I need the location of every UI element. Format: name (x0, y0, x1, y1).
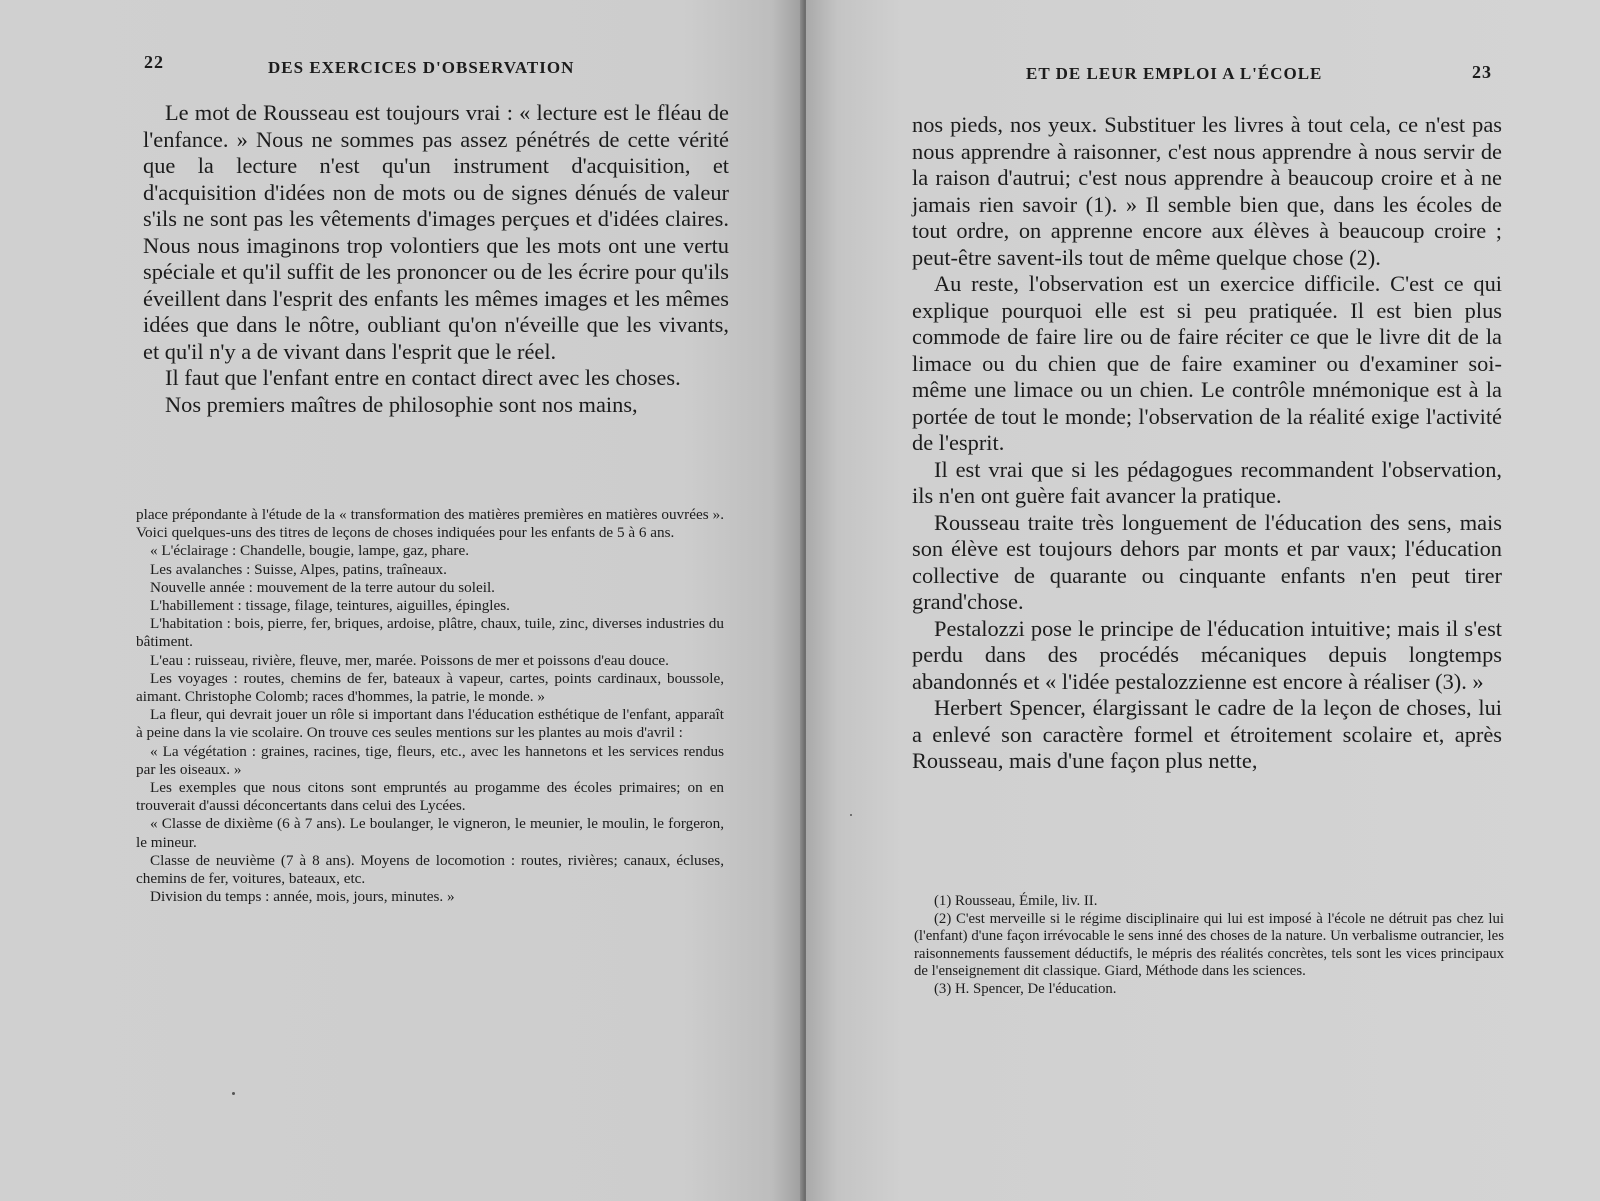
right-footnotes (914, 893, 1504, 999)
paragraph: Herbert Spencer, élargissant le cadre de la leçon de choses, lui a enlevé son caractère formel et étroitement scolaire et, après Rousseau, mais d'une façon plus nette, (912, 695, 1502, 773)
left-running-head: DES EXERCICES D'OBSERVATION (268, 58, 575, 77)
footnote: (2) C'est merveille si le régime disciplinaire qui lui est imposé à l'école ne détruit pas chez lui (l'enfant) d'une façon irrévocable le sens inné des choses de la nature. Un verbalisme outrancier, les raisonnements faussement déductifs, le mépris des réalités concrètes, tels sont les vices principaux de l'enseignement dit classique. Giard, Méthode dans les sciences. (914, 910, 1504, 980)
note-line: Division du temps : année, mois, jours, minutes. » (150, 888, 455, 906)
paragraph: Il est vrai que si les pédagogues recommandent l'observation, ils n'en ont guère fait avancer la pratique. (912, 456, 1502, 508)
right-body (912, 112, 1502, 775)
note-line: place prépondante à l'étude de la « transformation des matières premières en matières ouvrées ». Voici quelques-uns des titres de leçons de choses indiquées pour les enfants de 5 à 6 ans. (136, 506, 724, 542)
paragraph: Nos premiers maîtres de philosophie sont nos mains, (165, 391, 638, 417)
paragraph: Rousseau traite très longuement de l'éducation des sens, mais son élève est toujours dehors par monts et par vaux; l'éducation collective de quarante ou cinquante enfants n'en peut tirer grand'chose. (912, 509, 1502, 614)
paragraph: Le mot de Rousseau est toujours vrai : « lecture est le fléau de l'enfance. » Nous ne sommes pas assez pénétrés de cette vérité que la lecture n'est qu'un instrument d'acquisition, et d'acquisition d'idées non de mots ou de signes dénués de valeur s'ils ne sont pas les vêtements d'images perçues et d'idées claires. Nous nous imaginons trop volontiers que les mots ont une vertu spéciale et qu'il suffit de les prononcer ou de les écrire pour qu'ils éveillent dans l'esprit des enfants les mêmes images et les mêmes idées que dans le nôtre, oubliant qu'on n'éveille que les vivants, et qu'il n'y a de vivant dans l'esprit que le réel. (143, 100, 729, 364)
left-body (143, 100, 729, 418)
left-page-number: 22 (144, 52, 164, 72)
note-line: L'eau : ruisseau, rivière, fleuve, mer, marée. Poissons de mer et poissons d'eau douce. (150, 651, 669, 669)
note-line: Les exemples que nous citons sont empruntés au progamme des écoles primaires; on en trouverait d'aussi déconcertants dans celui des Lycées. (136, 779, 724, 815)
note-line: L'habillement : tissage, filage, teintures, aiguilles, épingles. (150, 597, 510, 615)
paragraph: Au reste, l'observation est un exercice difficile. C'est ce qui explique pourquoi elle est si peu pratiquée. Il est bien plus commode de faire lire ou de faire réciter ce que le livre dit de la limace ou du chien que de faire examiner ou d'examiner soi-même une limace ou un chien. Le contrôle mnémonique est à la portée de tout le monde; l'observation de la réalité exige l'activité de l'esprit. (912, 271, 1502, 455)
note-line: Les avalanches : Suisse, Alpes, patins, traîneaux. (150, 560, 447, 578)
paragraph: nos pieds, nos yeux. Substituer les livres à tout cela, ce n'est pas nous apprendre à raisonner, c'est nous apprendre à nous servir de la raison d'autrui; c'est nous apprendre à beaucoup croire et à ne jamais rien savoir (1). » Il semble bien que, dans les écoles de tout ordre, on apprenne encore aux élèves à beaucoup croire ; peut-être savent-ils tout de même quelque chose (2). (912, 112, 1502, 270)
right-page (806, 0, 1600, 1201)
note-line: « Classe de dixième (6 à 7 ans). Le boulanger, le vigneron, le meunier, le moulin, le forgeron, le mineur. (136, 815, 724, 851)
paragraph: Pestalozzi pose le principe de l'éducation intuitive; mais il s'est perdu dans des procédés mécaniques depuis longtemps abandonnés et « l'idée pestalozzienne est encore à réaliser (3). » (912, 615, 1502, 694)
paper-speck (850, 814, 852, 816)
note-line: La fleur, qui devrait jouer un rôle si important dans l'éducation esthétique de l'enfant, apparaît à peine dans la vie scolaire. On trouve ces seules mentions sur les plantes au mois d'avril : (136, 706, 724, 742)
footnote: (1) Rousseau, Émile, liv. II. (934, 893, 1098, 909)
right-running-head: ET DE LEUR EMPLOI A L'ÉCOLE (1026, 64, 1323, 83)
note-line: Classe de neuvième (7 à 8 ans). Moyens de locomotion : routes, rivières; canaux, écluses, chemins de fer, voitures, bateaux, etc. (136, 851, 724, 888)
note-line: L'habitation : bois, pierre, fer, briques, ardoise, plâtre, chaux, tuile, zinc, diverses industries du bâtiment. (136, 615, 724, 651)
footnote: (3) H. Spencer, De l'éducation. (934, 980, 1117, 997)
paper-speck (232, 1092, 235, 1095)
note-line: « La végétation : graines, racines, tige, fleurs, etc., avec les hannetons et les services rendus par les oiseaux. » (136, 742, 724, 778)
left-footnote-continuation (136, 506, 724, 906)
note-line: Les voyages : routes, chemins de fer, bateaux à vapeur, cartes, points cardinaux, boussole, aimant. Christophe Colomb; races d'hommes, la patrie, le monde. » (136, 669, 724, 706)
paragraph: Il faut que l'enfant entre en contact direct avec les choses. (165, 365, 681, 390)
note-line: « L'éclairage : Chandelle, bougie, lampe, gaz, phare. (150, 542, 470, 560)
note-line: Nouvelle année : mouvement de la terre autour du soleil. (150, 578, 495, 596)
right-page-number: 23 (1472, 62, 1492, 82)
